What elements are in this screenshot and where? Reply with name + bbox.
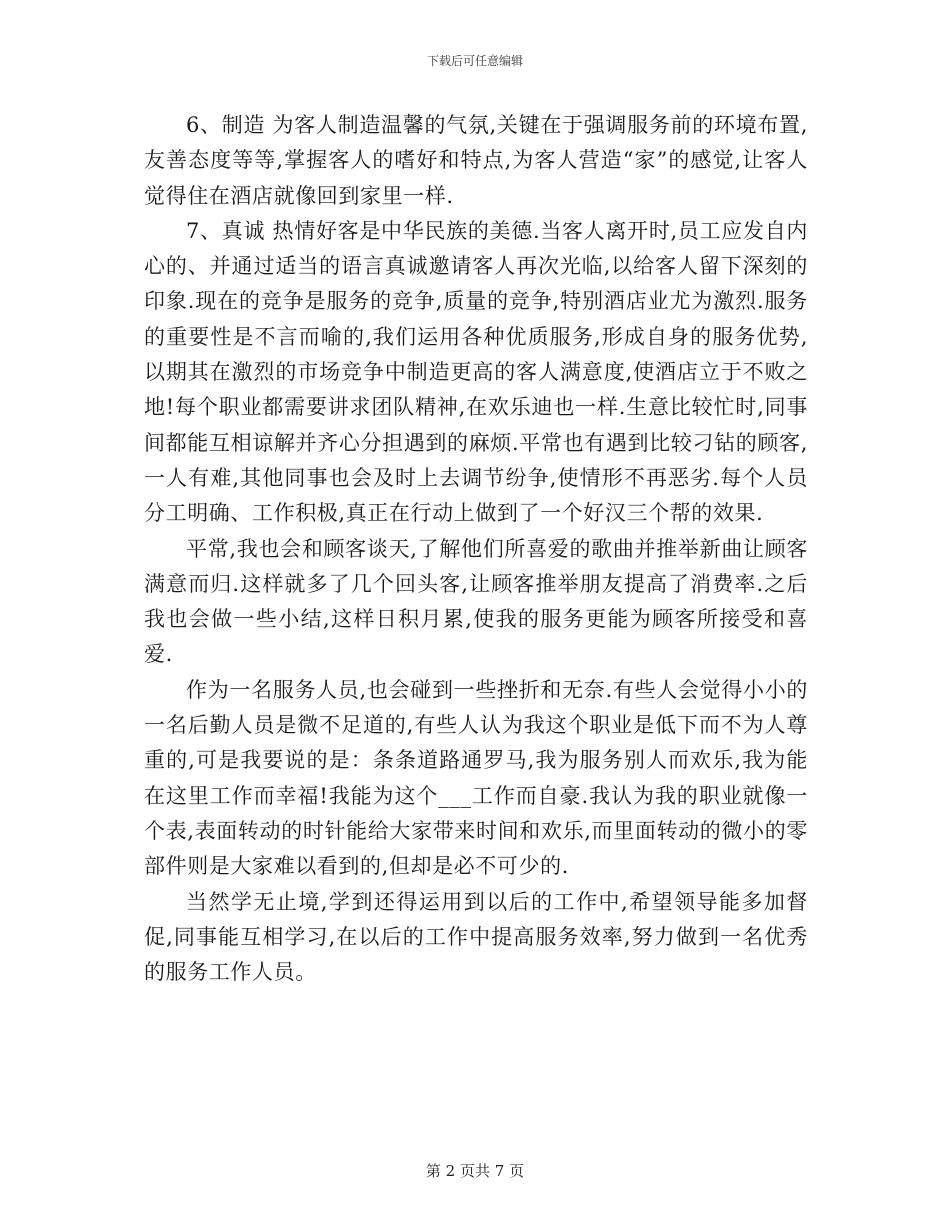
paragraph-conclusion: 当然学无止境,学到还得运用到以后的工作中,希望领导能多加督促,同事能互相学习,在以后的工作中提高服务效率,努力做到一名优秀的服务工作人员。 xyxy=(144,889,808,985)
paragraph-sincerity: 7、真诚 热情好客是中华民族的美德.当客人离开时,员工应发自内心的、并通过适当的语言真诚邀请客人再次光临,以给客人留下深刻的印象.现在的竞争是服务的竞争,质量的竞争,特别酒店业尤为激烈.服务的重要性是不言而喻的,我们运用各种优质服务,形成自身的服务优势,以期其在激烈的市场竞争中制造更高的客人满意度,使酒店立于不败之地!每个职业都需要讲求团队精神,在欢乐迪也一样.生意比较忙时,同事间都能互相谅解并齐心分担遇到的麻烦.平常也有遇到比较刁钻的顾客,一人有难,其他同事也会及时上去调节纷争,使情形不再恶劣.每个人员分工明确、工作积极,真正在行动上做到了一个好汉三个帮的效果. xyxy=(144,218,808,526)
paragraph-create-warmth: 6、制造 为客人制造温馨的气氛,关键在于强调服务前的环境布置,友善态度等等,掌握客人的嗜好和特点,为客人营造“家”的感觉,让客人觉得住在酒店就像回到家里一样. xyxy=(144,113,808,208)
paragraph-chat-with-customers: 平常,我也会和顾客谈天,了解他们所喜爱的歌曲并推举新曲让顾客满意而归.这样就多了几个回头客,让顾客推举朋友提高了消费率.之后我也会做一些小结,这样日积月累,使我的服务更能为顾客所接受和喜爱. xyxy=(144,536,808,667)
page-header: 下载后可任意编辑 xyxy=(426,54,523,68)
paragraph-setbacks: 作为一名服务人员,也会碰到一些挫折和无奈.有些人会觉得小小的一名后勤人员是微不足道的,有些人认为我这个职业是低下而不为人尊重的,可是我要说的是：条条道路通罗马,我为服务别人而欢乐,我为能在这里工作而幸福!我能为这个___工作而自豪.我认为我的职业就像一个表,表面转动的时针能给大家带来时间和欢乐,而里面转动的微小的零部件则是大家难以看到的,但却是必不可少的. xyxy=(144,677,808,879)
page-footer: 第 2 页共 7 页 xyxy=(425,1162,525,1180)
document-body xyxy=(144,108,808,990)
